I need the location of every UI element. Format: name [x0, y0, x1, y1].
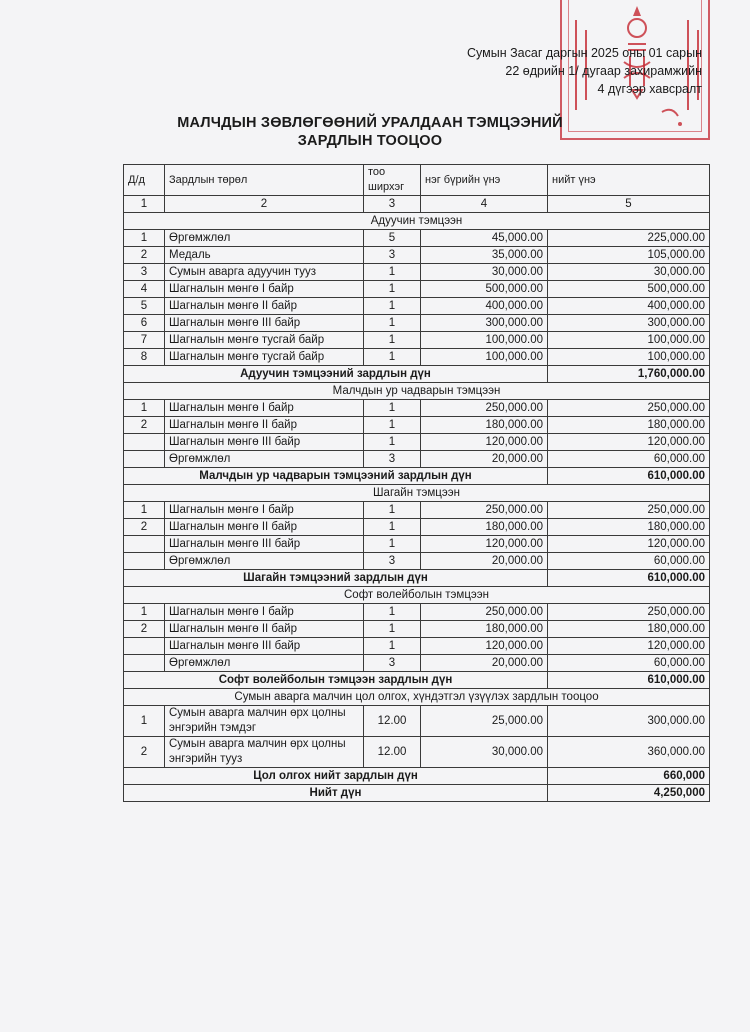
- row-index: 2: [124, 737, 165, 768]
- row-expense-type: Өргөмжлөл: [165, 553, 364, 570]
- row-unit-price: 120,000.00: [421, 434, 548, 451]
- cost-table: [123, 164, 710, 802]
- section-total-value: 610,000.00: [548, 672, 710, 689]
- table-row: [124, 737, 710, 768]
- row-total-price: 100,000.00: [548, 332, 710, 349]
- row-quantity: 1: [364, 621, 421, 638]
- table-row: [124, 332, 710, 349]
- row-total-price: 300,000.00: [548, 315, 710, 332]
- section-total-row: [124, 468, 710, 485]
- table-row: [124, 247, 710, 264]
- row-index: 2: [124, 621, 165, 638]
- row-index: 1: [124, 604, 165, 621]
- row-index: 4: [124, 281, 165, 298]
- row-unit-price: 250,000.00: [421, 400, 548, 417]
- row-total-price: 250,000.00: [548, 604, 710, 621]
- row-unit-price: 120,000.00: [421, 536, 548, 553]
- title-line-2: ЗАРДЛЫН ТООЦОО: [297, 133, 443, 149]
- section-total-label: Адуучин тэмцээний зардлын дүн: [124, 366, 548, 383]
- row-index: 1: [124, 706, 165, 737]
- section-total-label: Малчдын ур чадварын тэмцээний зардлын дүн: [124, 468, 548, 485]
- row-index: [124, 434, 165, 451]
- table-header-row: [124, 165, 710, 196]
- table-row: [124, 400, 710, 417]
- row-quantity: 1: [364, 332, 421, 349]
- table-row: [124, 298, 710, 315]
- row-total-price: 225,000.00: [548, 230, 710, 247]
- row-expense-type: Өргөмжлөл: [165, 451, 364, 468]
- row-expense-type: Шагналын мөнгө I байр: [165, 400, 364, 417]
- row-index: 1: [124, 230, 165, 247]
- section-total-row: [124, 768, 710, 785]
- row-total-price: 120,000.00: [548, 638, 710, 655]
- section-total-value: 660,000: [548, 768, 710, 785]
- table-row: [124, 349, 710, 366]
- row-quantity: 1: [364, 264, 421, 281]
- table-row: [124, 502, 710, 519]
- row-total-price: 30,000.00: [548, 264, 710, 281]
- row-quantity: 3: [364, 247, 421, 264]
- document-title: [160, 114, 580, 150]
- section-title-row: [124, 689, 710, 706]
- row-total-price: 105,000.00: [548, 247, 710, 264]
- title-line-1: МАЛЧДЫН ЗӨВЛӨГӨӨНИЙ УРАЛДААН ТЭМЦЭЭНИЙ: [177, 115, 563, 131]
- grand-total-value: 4,250,000: [548, 785, 710, 802]
- section-title: Сумын аварга малчин цол олгох, хүндэтгэл үзүүлэх зардлын тооцоо: [124, 689, 710, 706]
- row-quantity: 12.00: [364, 706, 421, 737]
- row-unit-price: 180,000.00: [421, 621, 548, 638]
- row-index: 5: [124, 298, 165, 315]
- section-title: Софт волейболын тэмцээн: [124, 587, 710, 604]
- row-unit-price: 25,000.00: [421, 706, 548, 737]
- table-row: [124, 638, 710, 655]
- row-quantity: 1: [364, 298, 421, 315]
- row-total-price: 250,000.00: [548, 502, 710, 519]
- row-index: [124, 553, 165, 570]
- row-total-price: 250,000.00: [548, 400, 710, 417]
- column-number: 5: [548, 196, 710, 213]
- appendix-note: [402, 44, 702, 98]
- section-title-row: [124, 587, 710, 604]
- section-total-label: Цол олгох нийт зардлын дүн: [124, 768, 548, 785]
- row-expense-type: Шагналын мөнгө тусгай байр: [165, 332, 364, 349]
- row-expense-type: Шагналын мөнгө III байр: [165, 638, 364, 655]
- row-unit-price: 20,000.00: [421, 655, 548, 672]
- row-index: 2: [124, 519, 165, 536]
- row-index: [124, 638, 165, 655]
- column-number-row: [124, 196, 710, 213]
- row-index: 2: [124, 247, 165, 264]
- row-index: 6: [124, 315, 165, 332]
- section-total-value: 610,000.00: [548, 468, 710, 485]
- column-number: 4: [421, 196, 548, 213]
- row-unit-price: 30,000.00: [421, 737, 548, 768]
- row-unit-price: 30,000.00: [421, 264, 548, 281]
- section-total-value: 610,000.00: [548, 570, 710, 587]
- table-row: [124, 553, 710, 570]
- table-row: [124, 264, 710, 281]
- row-unit-price: 100,000.00: [421, 332, 548, 349]
- row-total-price: 300,000.00: [548, 706, 710, 737]
- row-quantity: 12.00: [364, 737, 421, 768]
- row-expense-type: Шагналын мөнгө III байр: [165, 434, 364, 451]
- row-quantity: 1: [364, 638, 421, 655]
- row-expense-type: Шагналын мөнгө II байр: [165, 417, 364, 434]
- table-row: [124, 230, 710, 247]
- header-expense-type: Зардлын төрөл: [165, 165, 364, 196]
- row-quantity: 1: [364, 281, 421, 298]
- section-total-row: [124, 672, 710, 689]
- section-total-label: Софт волейболын тэмцээн зардлын дүн: [124, 672, 548, 689]
- row-index: 3: [124, 264, 165, 281]
- section-title-row: [124, 213, 710, 230]
- row-expense-type: Шагналын мөнгө III байр: [165, 536, 364, 553]
- table-row: [124, 706, 710, 737]
- grand-total-row: [124, 785, 710, 802]
- row-total-price: 60,000.00: [548, 451, 710, 468]
- row-total-price: 60,000.00: [548, 655, 710, 672]
- section-title-row: [124, 485, 710, 502]
- table-row: [124, 604, 710, 621]
- row-unit-price: 500,000.00: [421, 281, 548, 298]
- table-row: [124, 315, 710, 332]
- header-total-price: нийт үнэ: [548, 165, 710, 196]
- row-unit-price: 250,000.00: [421, 604, 548, 621]
- row-expense-type: Шагналын мөнгө I байр: [165, 604, 364, 621]
- row-expense-type: Медаль: [165, 247, 364, 264]
- table-row: [124, 655, 710, 672]
- column-number: 3: [364, 196, 421, 213]
- row-unit-price: 45,000.00: [421, 230, 548, 247]
- row-unit-price: 100,000.00: [421, 349, 548, 366]
- row-unit-price: 180,000.00: [421, 519, 548, 536]
- row-index: 8: [124, 349, 165, 366]
- section-title: Адуучин тэмцээн: [124, 213, 710, 230]
- row-index: 1: [124, 502, 165, 519]
- row-quantity: 1: [364, 502, 421, 519]
- row-quantity: 3: [364, 553, 421, 570]
- row-unit-price: 250,000.00: [421, 502, 548, 519]
- header-unit-price: нэг бүрийн үнэ: [421, 165, 548, 196]
- row-quantity: 1: [364, 434, 421, 451]
- row-total-price: 180,000.00: [548, 417, 710, 434]
- row-quantity: 1: [364, 604, 421, 621]
- row-expense-type: Сумын аварга малчин өрх цолны энгэрийн тууз: [165, 737, 364, 768]
- appendix-line-2: 22 өдрийн 1/ дугаар захирамжийн: [505, 64, 702, 78]
- row-expense-type: Шагналын мөнгө I байр: [165, 502, 364, 519]
- cost-table-body: [124, 213, 710, 802]
- row-total-price: 120,000.00: [548, 536, 710, 553]
- row-index: [124, 451, 165, 468]
- table-row: [124, 434, 710, 451]
- row-total-price: 360,000.00: [548, 737, 710, 768]
- row-index: 7: [124, 332, 165, 349]
- row-quantity: 1: [364, 417, 421, 434]
- row-quantity: 5: [364, 230, 421, 247]
- header-quantity: тоо ширхэг: [364, 165, 421, 196]
- row-quantity: 1: [364, 536, 421, 553]
- row-quantity: 3: [364, 655, 421, 672]
- row-total-price: 400,000.00: [548, 298, 710, 315]
- table-row: [124, 536, 710, 553]
- row-unit-price: 20,000.00: [421, 451, 548, 468]
- section-title: Шагайн тэмцээн: [124, 485, 710, 502]
- row-unit-price: 120,000.00: [421, 638, 548, 655]
- row-index: 1: [124, 400, 165, 417]
- grand-total-label: Нийт дүн: [124, 785, 548, 802]
- row-total-price: 120,000.00: [548, 434, 710, 451]
- row-expense-type: Шагналын мөнгө II байр: [165, 298, 364, 315]
- appendix-line-1: Сумын Засаг даргын 2025 оны 01 сарын: [467, 46, 702, 60]
- section-total-label: Шагайн тэмцээний зардлын дүн: [124, 570, 548, 587]
- column-number: 2: [165, 196, 364, 213]
- row-expense-type: Сумын аварга малчин өрх цолны энгэрийн тэмдэг: [165, 706, 364, 737]
- row-expense-type: Шагналын мөнгө II байр: [165, 621, 364, 638]
- row-quantity: 3: [364, 451, 421, 468]
- row-expense-type: Шагналын мөнгө II байр: [165, 519, 364, 536]
- row-unit-price: 35,000.00: [421, 247, 548, 264]
- section-title: Малчдын ур чадварын тэмцээн: [124, 383, 710, 400]
- row-quantity: 1: [364, 349, 421, 366]
- table-row: [124, 519, 710, 536]
- row-quantity: 1: [364, 519, 421, 536]
- row-total-price: 60,000.00: [548, 553, 710, 570]
- row-index: [124, 536, 165, 553]
- row-index: 2: [124, 417, 165, 434]
- row-expense-type: Шагналын мөнгө III байр: [165, 315, 364, 332]
- table-row: [124, 621, 710, 638]
- row-total-price: 100,000.00: [548, 349, 710, 366]
- row-quantity: 1: [364, 400, 421, 417]
- table-row: [124, 451, 710, 468]
- row-unit-price: 180,000.00: [421, 417, 548, 434]
- section-total-row: [124, 366, 710, 383]
- row-unit-price: 20,000.00: [421, 553, 548, 570]
- row-expense-type: Шагналын мөнгө I байр: [165, 281, 364, 298]
- row-quantity: 1: [364, 315, 421, 332]
- row-total-price: 500,000.00: [548, 281, 710, 298]
- header-index: Д/д: [124, 165, 165, 196]
- section-title-row: [124, 383, 710, 400]
- row-unit-price: 300,000.00: [421, 315, 548, 332]
- row-expense-type: Шагналын мөнгө тусгай байр: [165, 349, 364, 366]
- row-index: [124, 655, 165, 672]
- row-expense-type: Сумын аварга адуучин тууз: [165, 264, 364, 281]
- row-expense-type: Өргөмжлөл: [165, 655, 364, 672]
- row-total-price: 180,000.00: [548, 621, 710, 638]
- section-total-value: 1,760,000.00: [548, 366, 710, 383]
- appendix-line-3: 4 дүгээр хавсралт: [597, 82, 702, 96]
- row-unit-price: 400,000.00: [421, 298, 548, 315]
- row-total-price: 180,000.00: [548, 519, 710, 536]
- column-number: 1: [124, 196, 165, 213]
- section-total-row: [124, 570, 710, 587]
- table-row: [124, 281, 710, 298]
- row-expense-type: Өргөмжлөл: [165, 230, 364, 247]
- table-row: [124, 417, 710, 434]
